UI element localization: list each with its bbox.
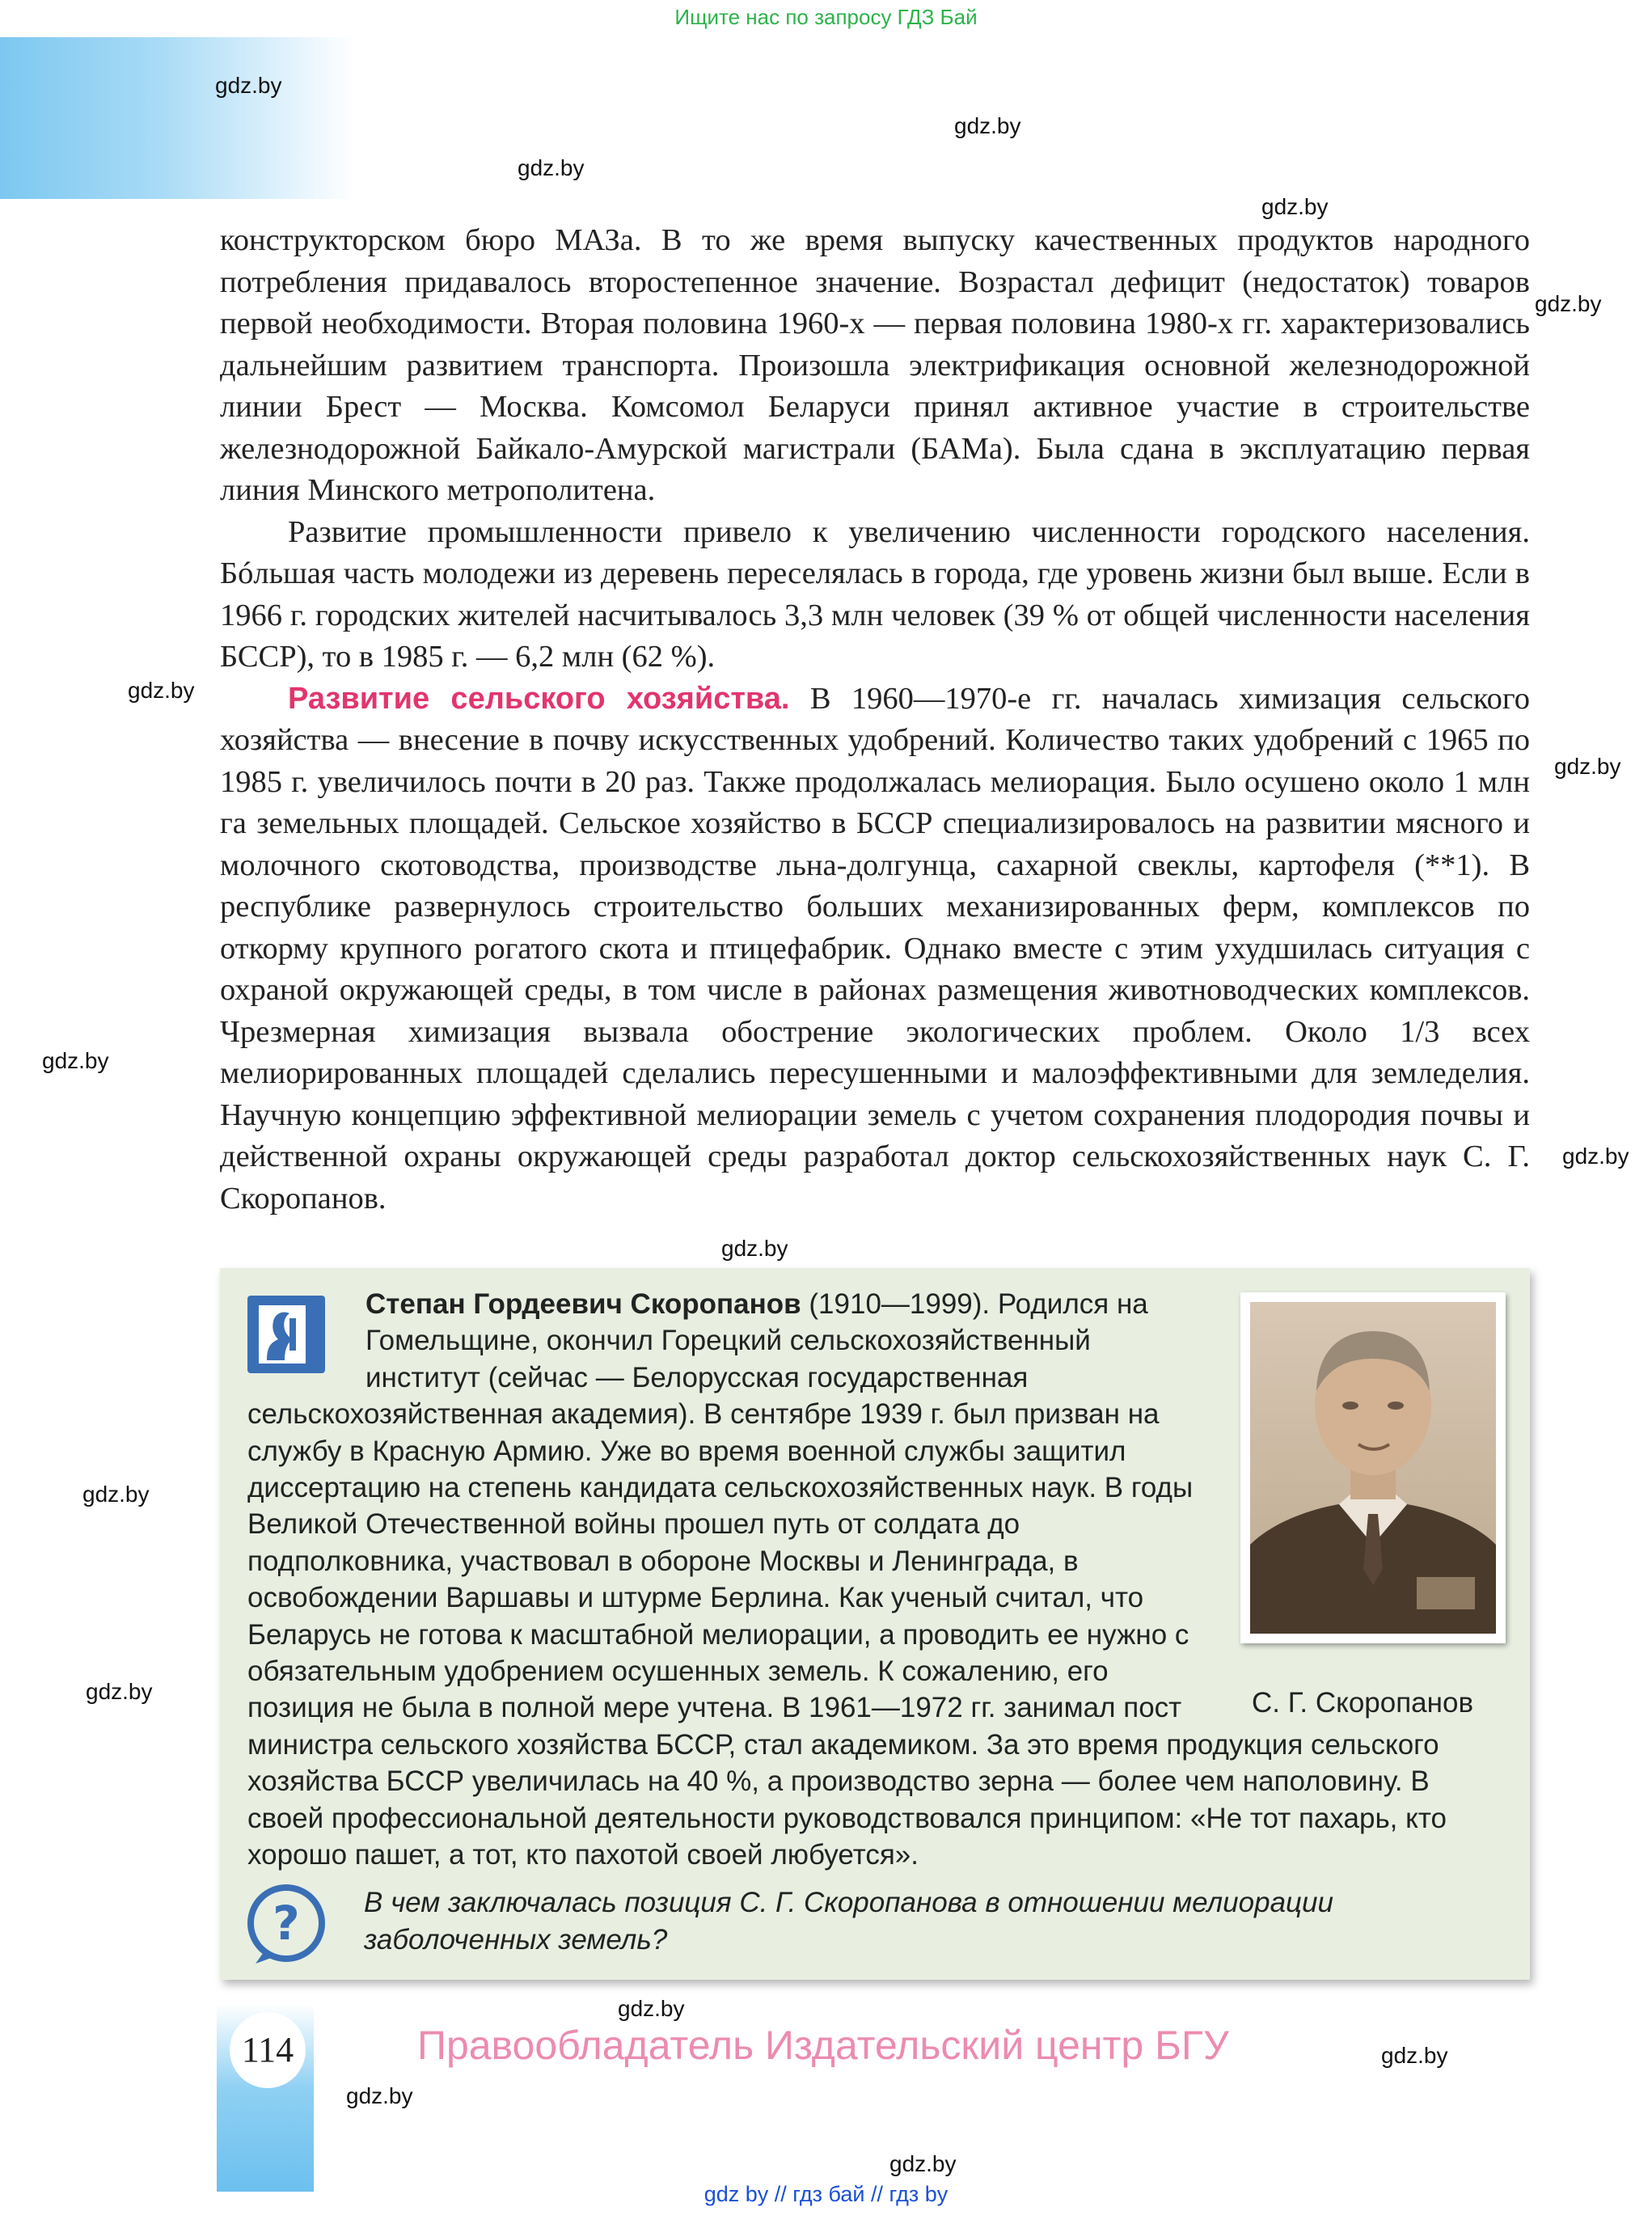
watermark: gdz.by [721, 1236, 788, 1261]
paragraph-1: конструкторском бюро МАЗа. В то же время выпуску качественных продуктов народного потребления придавалось второстепенное значение. Возрастал дефицит (недостаток) товаров первой необходимости. Вторая половина 1960-х — первая половина 1980-х гг. характеризовались дальнейшим развитием транспорта. Произошла электрификация основной железнодорожной линии Брест — Москва. Комсомол Беларуси принял активное участие в строительстве железнодорожной Байкало-Амурской магистрали (БАМа). Была сдана в эксплуатацию первая линия Минского метрополитена. [220, 223, 1530, 507]
watermark: gdz.by [86, 1679, 153, 1704]
paragraph-3 [220, 679, 1530, 1220]
portrait-photo [1250, 1302, 1496, 1634]
watermark: gdz.by [82, 1482, 150, 1507]
question-icon [244, 1881, 328, 1965]
paragraph-2: Развитие промышленности привело к увеличению численности городского населения. Бóльшая часть молодежи из деревень переселялась в города, где уровень жизни был выше. Если в 1966 г. городских жителей насчитывалось 3,3 млн человек (39 % от общей численности населения БССР), то в 1985 г. — 6,2 млн (62 %). [220, 514, 1530, 674]
top-banner[interactable]: Ищите нас по запросу ГДЗ Бай [674, 5, 978, 29]
watermark: gdz.by [42, 1048, 109, 1073]
copyright-notice: Правообладатель Издательский центр БГУ [417, 2023, 1229, 2068]
paragraph-3-text: В 1960—1970-е гг. началась химизация сельского хозяйства — внесение в почву искусственных удобрений. Количество таких удобрений с 1965 по 1985 г. увеличилось почти в 20 раз. Также продолжалась мелиорация. Было осушено около 1 млн га земельных площадей. Сельское хозяйство в БССР специализировалось на развитии мясного и молочного скотоводства, производстве льна-долгунца, сахарной свеклы, картофеля (**1). В республике развернулось строительство больших механизированных ферм, комплексов по откорму крупного рогатого скота и птицефабрик. Однако вместе с этим ухудшилась ситуация с охраной окружающей среды, в том числе в районах размещения животноводческих комплексов. Чрезмерная химизация вызвала обострение экологических проблем. Около 1/3 всех мелиорированных площадей сделались пересушенными и малоэффективными для земледелия. Научную концепцию эффективной мелиорации земель с учетом сохранения плодородия почвы и действенной охраны окружающей среды разработал доктор сельскохозяйственных наук С. Г. Скоропанов. [220, 681, 1530, 1216]
watermark: gdz.by [1562, 1144, 1629, 1169]
footer-links[interactable]: gdz by // гдз бай // гдз by [703, 2182, 949, 2206]
person-name: Степан Гордеевич Скоропанов [365, 1288, 801, 1320]
watermark: gdz.by [889, 2151, 957, 2176]
section-heading: Развитие сельского хозяйства. [288, 681, 790, 716]
icon-spacer [247, 1286, 365, 1396]
watermark: gdz.by [518, 155, 585, 180]
watermark: gdz.by [1535, 291, 1602, 316]
watermark: gdz.by [1261, 194, 1329, 219]
biography-body-wide: министра сельского хозяйства БССР, стал академиком. За это время продукция сельского хозяйства БССР увеличилась на 40 %, а производство зерна — более чем наполовину. В своей профессиональной деятельности руководствовался принципом: «Не тот пахарь, кто хорошо пашет, а тот, кто пахотой своей любуется». [247, 1728, 1447, 1871]
watermark: gdz.by [1381, 2043, 1448, 2068]
watermark: gdz.by [215, 73, 282, 98]
watermark: gdz.by [1554, 754, 1621, 779]
review-question: В чем заключалась позиция С. Г. Скоропанова в отношении мелиорации заболоченных земель? [364, 1887, 1333, 1956]
page-number: 114 [230, 2012, 306, 2088]
svg-text:?: ? [273, 1896, 300, 1951]
watermark: gdz.by [618, 1996, 685, 2021]
main-text [220, 220, 1530, 1220]
watermark: gdz.by [128, 678, 195, 703]
corner-gradient [0, 37, 356, 199]
portrait-caption: С. Г. Скоропанов [1252, 1687, 1474, 1719]
biography-body: (1910—1999). Родился на Гомельщине, окончил Горецкий сельскохозяйственный институт (сейчас — Белорусская государственная сельскохозяйственная академия). В сентябре 1939 г. был призван на службу в Красную Армию. Уже во время военной службы защитил диссертацию на степень кандидата сельскохозяйственных наук. В годы Великой Отечественной войны прошел путь от солдата до подполковника, участвовал в обороне Москвы и Ленинграда, в освобождении Варшавы и штурме Берлина. Как ученый считал, что Беларусь не готова к масштабной мелиорации, а проводить ее нужно с обязательным удобрением осушенных земель. К сожалению, его позиция не была в полной мере учтена. В 1961—1972 гг. занимал пост [247, 1288, 1194, 1724]
watermark: gdz.by [346, 2083, 413, 2108]
watermark: gdz.by [954, 113, 1021, 138]
